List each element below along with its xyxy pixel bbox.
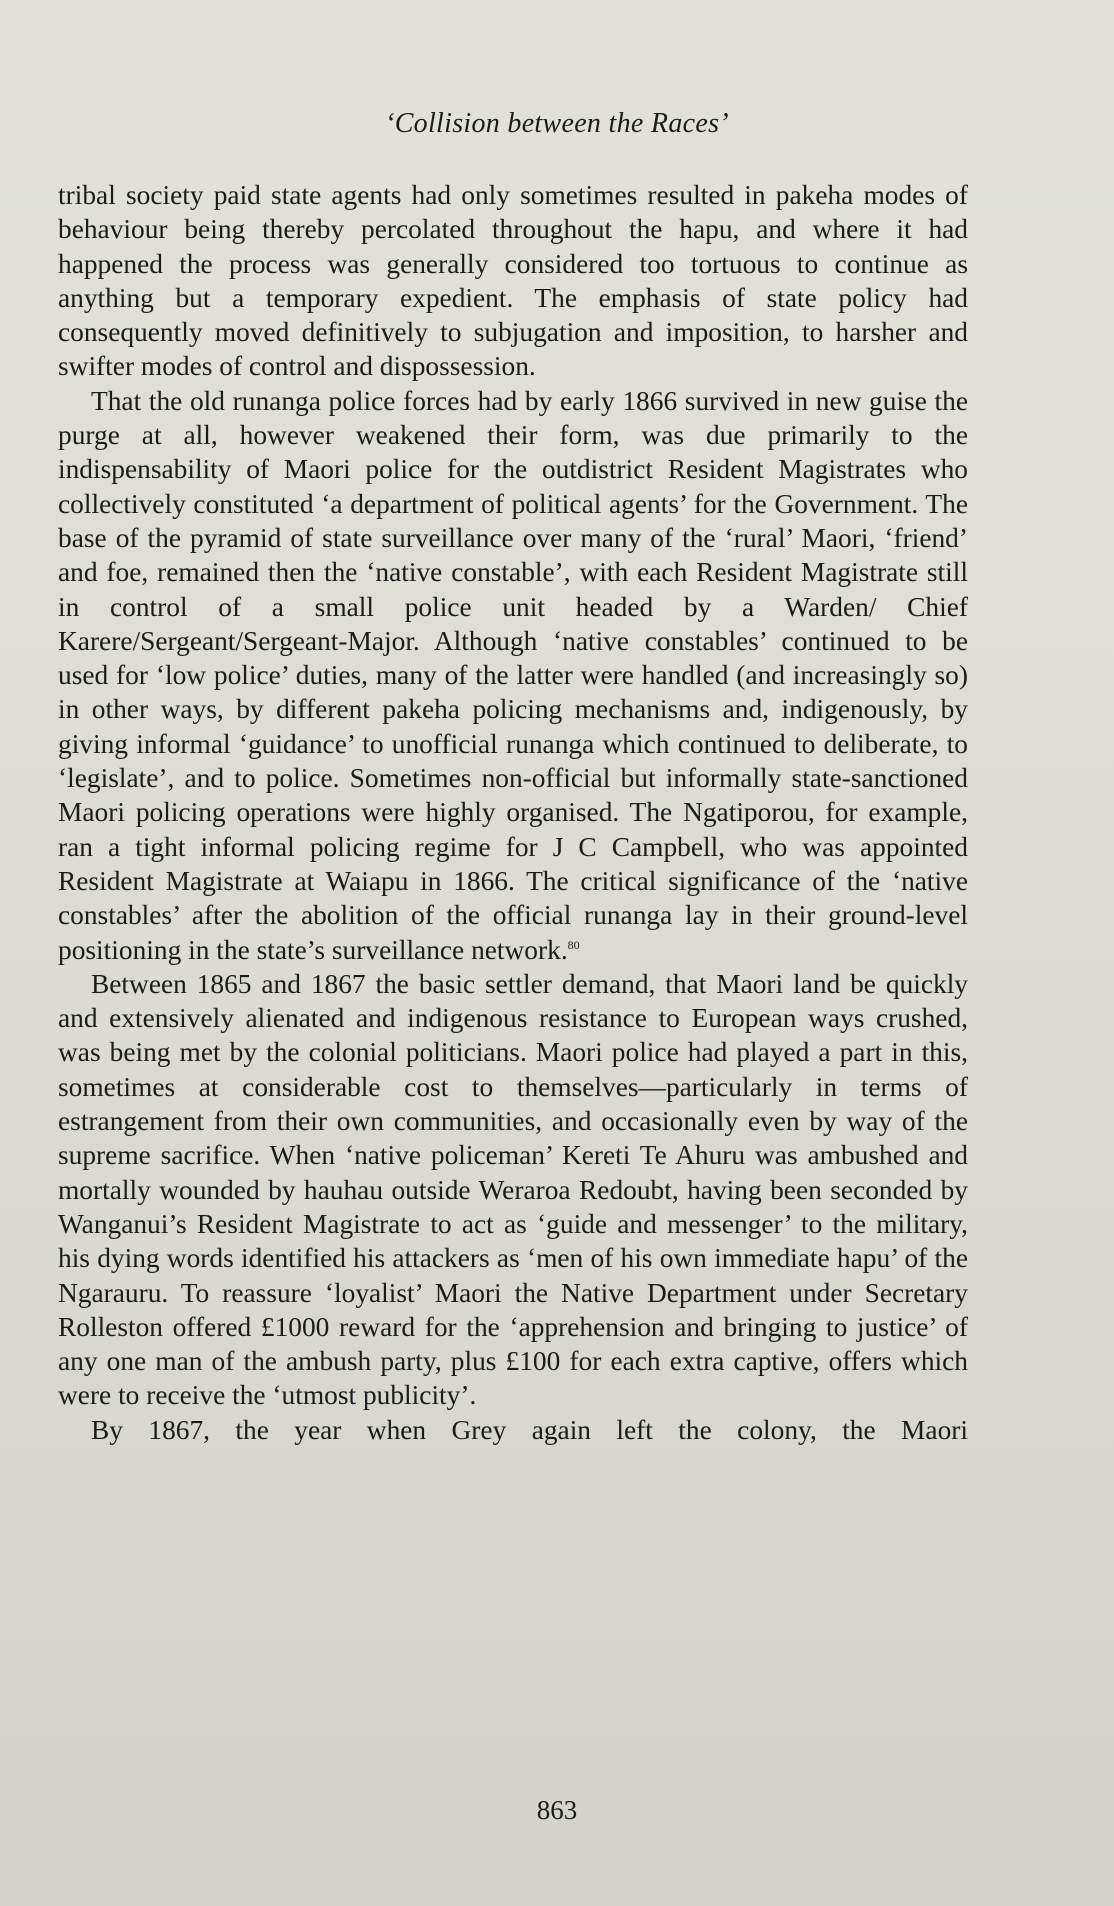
paragraph-2-text: That the old runanga police forces had by early 1866 survived in new guise the purge at all, however weakened their form, was due primarily to the indispensability of Maori police for the outdistrict Resident Magistrates who collectively constituted ‘a department of political agents’ for the Government. The base of the pyramid of state surveillance over many of the ‘rural’ Maori, ‘friend’ and foe, remained then the ‘native constable’, with each Resident Magistrate still in control of a small police unit headed by a Warden/ Chief Karere/Sergeant/Sergeant-Major. Although ‘native constables’ continued to be used for ‘low police’ duties, many of the latter were handled (and increasingly so) in other ways, by different pakeha policing mechanisms and, indigenously, by giving informal ‘guidance’ to unofficial runanga which continued to deliberate, to ‘legislate’, and to police. Sometimes non-official but informally state-sanctioned Maori policing operations were highly organised. The Ngatiporou, for example, ran a tight informal policing regime for J C Campbell, who was appointed Resident Magistrate at Waiapu in 1866. The critical significance of the ‘native constables’ after the abolition of the official runanga lay in their ground-level positioning in the state’s surveillance network. (58, 385, 968, 965)
footnote-marker: 80 (567, 937, 580, 952)
paragraph-1 (58, 178, 968, 384)
body-text (58, 178, 968, 1447)
paragraph-4-text: By 1867, the year when Grey again left the colony, the Maori (91, 1414, 968, 1445)
paragraph-1-text: tribal society paid state agents had only sometimes resulted in pakeha modes of behaviour being thereby percolated throughout the hapu, and where it had happened the process was generally considered too tortuous to continue as anything but a temporary expedient. The emphasis of state policy had consequently moved definitively to subjugation and imposition, to harsher and swifter modes of control and dispossession. (58, 180, 968, 382)
page-number: 863 (536, 1795, 578, 1825)
paragraph-4 (58, 1413, 968, 1447)
paragraph-2 (58, 384, 968, 967)
paragraph-3-text: Between 1865 and 1867 the basic settler demand, that Maori land be quickly and extensively alienated and indigenous resistance to European ways crushed, was being met by the colonial politicians. Maori police had played a part in this, sometimes at considerable cost to themselves—particularly in terms of estrangement from their own communities, and occasionally even by way of the supreme sacrifice. When ‘native policeman’ Kereti Te Ahuru was ambushed and mortally wounded by hauhau outside Weraroa Redoubt, having been seconded by Wanganui’s Resident Magistrate to act as ‘guide and messenger’ to the military, his dying words identified his attackers as ‘men of his own immediate hapu’ of the Ngarauru. To reassure ‘loyalist’ Maori the Native Department under Secretary Rolleston offered £1000 reward for the ‘apprehension and bringing to justice’ of any one man of the ambush party, plus £100 for each extra captive, offers which were to receive the ‘utmost publicity’. (58, 968, 968, 1411)
paragraph-3 (58, 967, 968, 1413)
running-head: ‘Collision between the Races’ (385, 108, 729, 139)
